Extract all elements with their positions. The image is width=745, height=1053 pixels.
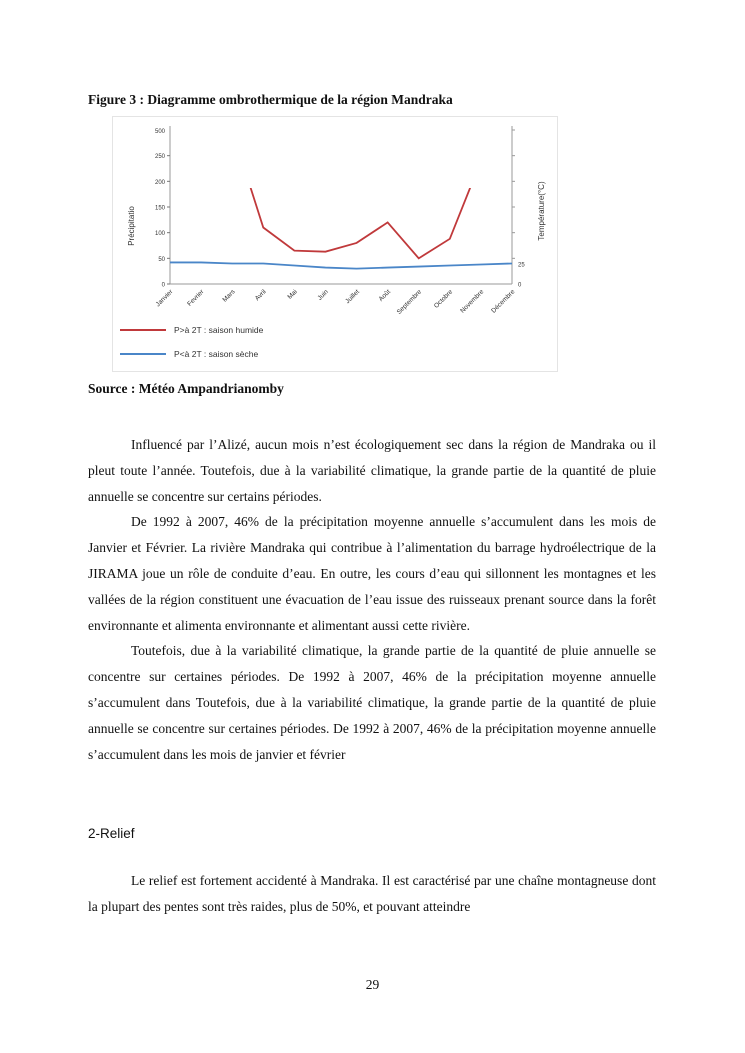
legend-label: P<à 2T : saison sèche — [174, 349, 259, 359]
x-tick-label: Mars — [221, 288, 237, 304]
y2-axis-label: Température(°C) — [537, 181, 546, 241]
x-tick-label: Juin — [316, 288, 330, 302]
page-number: 29 — [365, 977, 380, 992]
y-tick-label: 100 — [154, 231, 165, 238]
x-tick-label: Septembre — [395, 288, 424, 316]
section-heading: 2-Relief — [88, 826, 135, 841]
x-tick-label: Juillet — [344, 288, 361, 306]
y-tick-label: 50 — [158, 256, 165, 263]
x-tick-label: Octobre — [432, 288, 455, 310]
ombrothermic-chart — [112, 116, 558, 372]
x-tick-label: Avril — [253, 288, 268, 303]
y-tick-label: 200 — [154, 179, 165, 186]
figure-source: Source : Météo Ampandrianomby — [88, 381, 284, 396]
x-tick-label: Fevrier — [186, 288, 206, 308]
section-paragraph: Le relief est fortement accidenté à Mandraka. Il est caractérisé par une chaîne montagneuse dont la plupart des pentes sont très raides, plus de 50%, et pouvant atteindre — [88, 873, 656, 914]
x-tick-label: Août — [377, 288, 393, 303]
y-axis-label: Précipitatio — [127, 206, 136, 246]
paragraph-3: Toutefois, due à la variabilité climatique, la grande partie de la quantité de pluie annuelle se concentre sur certaines périodes. De 1992 à 2007, 46% de la précipitation moyenne annuelle s’accumulent dans Toutefois, due à la variabilité climatique, la grande partie de la quantité de pluie annuelle se concentre sur certaines périodes. De 1992 à 2007, 46% de la précipitation moyenne annuelle s’accumulent dans les mois de janvier et février — [88, 643, 656, 762]
main-text — [88, 432, 656, 767]
paragraph-2: De 1992 à 2007, 46% de la précipitation moyenne annuelle s’accumulent dans les mois de Janvier et Février. La rivière Mandraka qui contribue à l’alimentation du barrage hydroélectrique de la JIRAMA joue un rôle de conduite d’eau. En outre, les cours d’eau qui sillonnent les montagnes et les vallées de la région constituent une évacuation de l’eau issue des ruisseaux prenant source dans la forêt environnante et alimenta environnante et alimentant aussi cette rivière. — [88, 514, 656, 633]
x-tick-label: Novembre — [459, 288, 486, 315]
y2-tick-label: 0 — [518, 282, 522, 289]
y-tick-label: 0 — [161, 282, 165, 289]
x-tick-label: Janvier — [154, 288, 175, 309]
chart-svg — [112, 116, 558, 372]
x-tick-label: Mai — [286, 288, 299, 301]
section-text — [88, 868, 656, 920]
y2-tick-label: 25 — [518, 262, 525, 269]
legend-label: P>à 2T : saison humide — [174, 325, 264, 335]
x-tick-label: Décembre — [490, 288, 517, 315]
paragraph-1: Influencé par l’Alizé, aucun mois n’est écologiquement sec dans la région de Mandraka ou il pleut toute l’année. Toutefois, due à la variabilité climatique, la grande partie de la quantité de pluie annuelle se concentre sur certains périodes. — [88, 437, 656, 504]
y-tick-label: 250 — [154, 154, 165, 161]
y-tick-label: 500 — [154, 129, 165, 135]
figure-title: Figure 3 : Diagramme ombrothermique de la région Mandraka — [88, 92, 453, 107]
y-tick-label: 150 — [154, 205, 165, 212]
